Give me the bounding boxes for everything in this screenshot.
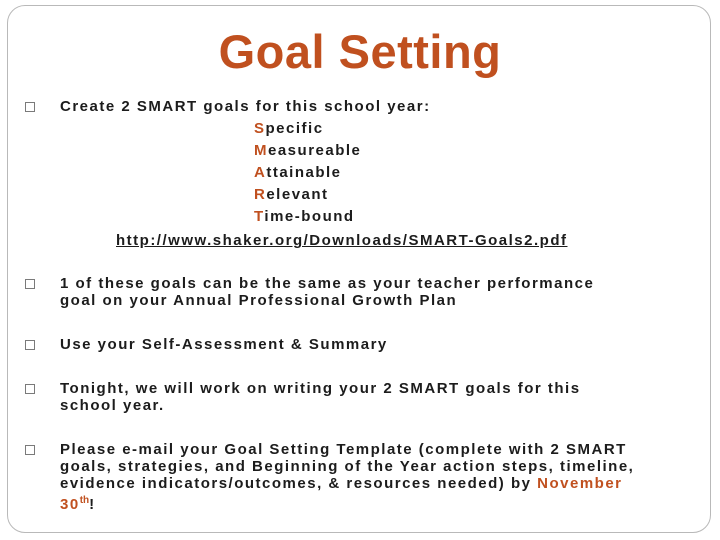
- bullet-line: school year.: [60, 397, 165, 414]
- bullet-text: Create 2 SMART goals for this school year:: [60, 98, 431, 115]
- checkbox-square-icon: [25, 384, 35, 394]
- bullet-line: Please e-mail your Goal Setting Template (complete with 2 SMART: [60, 441, 627, 458]
- smart-item-measureable: Measureable: [254, 142, 362, 159]
- smart-item-specific: Specific: [254, 120, 324, 137]
- bullet-line: goal on your Annual Professional Growth Plan: [60, 292, 458, 309]
- bullet-line: Tonight, we will work on writing your 2 SMART goals for this: [60, 380, 581, 397]
- bullet-line: 30th!: [60, 495, 96, 513]
- deadline-day: 30: [60, 496, 80, 513]
- slide-title: Goal Setting: [218, 25, 502, 78]
- bullet-line: evidence indicators/outcomes, & resources needed) by November: [60, 475, 623, 492]
- smart-item-time-bound: Time-bound: [254, 208, 355, 225]
- smart-goals-link[interactable]: http://www.shaker.org/Downloads/SMART-Goals2.pdf: [116, 232, 568, 249]
- smart-item-attainable: Attainable: [254, 164, 342, 181]
- checkbox-square-icon: [25, 279, 35, 289]
- bullet-line: Use your Self-Assessment & Summary: [60, 336, 388, 353]
- deadline-month: November: [537, 475, 623, 492]
- bullet-line: 1 of these goals can be the same as your teacher performance: [60, 275, 595, 292]
- bullet-line: goals, strategies, and Beginning of the Year action steps, timeline,: [60, 458, 635, 475]
- checkbox-square-icon: [25, 102, 35, 112]
- smart-item-relevant: Relevant: [254, 186, 329, 203]
- checkbox-square-icon: [25, 340, 35, 350]
- checkbox-square-icon: [25, 445, 35, 455]
